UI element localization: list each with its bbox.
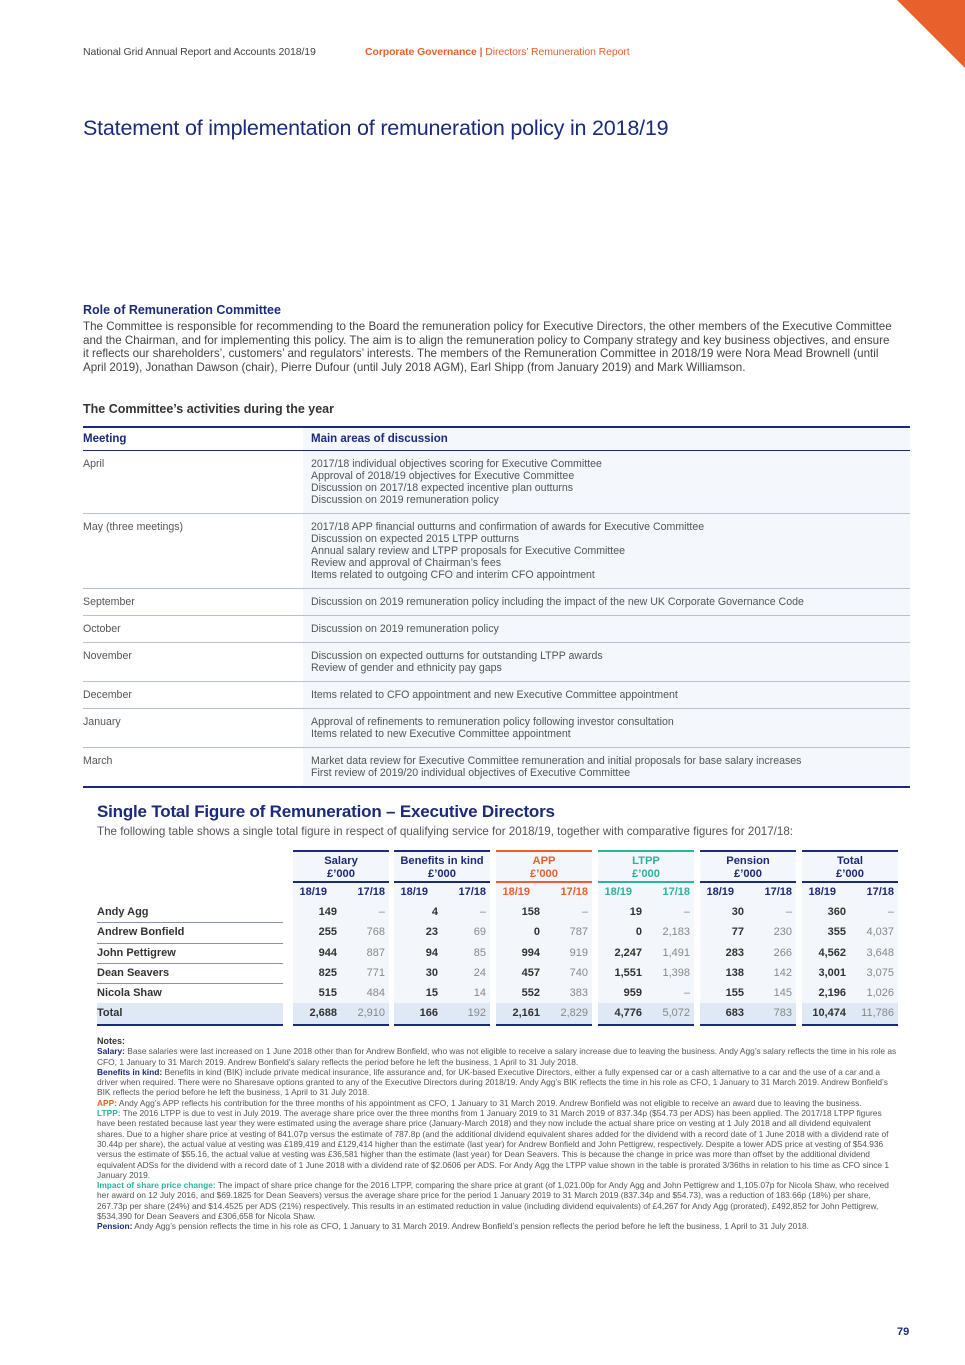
- value-prior-year: 383: [569, 987, 588, 1000]
- year-header-group: [496, 883, 592, 904]
- notes-section: [97, 1036, 897, 1232]
- value-group: [802, 963, 898, 984]
- page-number: 79: [897, 1326, 910, 1338]
- role-section: [83, 303, 898, 374]
- value-prior-year: 266: [773, 946, 792, 959]
- value-group: [598, 902, 694, 923]
- activities-row: [83, 451, 910, 514]
- activities-row: [83, 616, 910, 643]
- note-item: [97, 1098, 897, 1108]
- director-name: Total: [97, 1003, 283, 1025]
- value-current-year: 825: [318, 966, 337, 979]
- value-prior-year: –: [785, 906, 792, 918]
- activities-row: [83, 514, 910, 589]
- value-group: [802, 943, 898, 964]
- value-group: [496, 943, 592, 964]
- note-item: [97, 1180, 897, 1221]
- note-label: Benefits in kind:: [97, 1066, 163, 1077]
- discussion-item: Annual salary review and LTPP proposals for Executive Committee: [311, 545, 626, 557]
- discussion-item: First review of 2019/20 individual objectives of Executive Committee: [311, 767, 631, 779]
- value-prior-year: 11,786: [861, 1007, 894, 1020]
- value-prior-year: –: [683, 987, 690, 1000]
- year-label-current: 18/19: [706, 886, 734, 898]
- discussion-item: Approval of 2018/19 objectives for Executive Committee: [311, 470, 575, 482]
- value-group: [802, 922, 898, 943]
- value-prior-year: 24: [473, 966, 486, 979]
- director-name: Andy Agg: [97, 902, 283, 923]
- value-group: [598, 943, 694, 964]
- value-group: [496, 963, 592, 984]
- meeting-cell: January: [83, 709, 303, 748]
- column-header-meeting: Meeting: [83, 427, 303, 451]
- meeting-cell: April: [83, 451, 303, 514]
- value-current-year: 158: [521, 906, 540, 918]
- value-prior-year: 787: [569, 926, 588, 939]
- value-prior-year: 919: [569, 946, 588, 959]
- note-label: Salary:: [97, 1046, 125, 1057]
- table-row: [97, 922, 897, 942]
- value-current-year: 0: [533, 926, 540, 939]
- year-label-prior: 17/18: [764, 886, 792, 898]
- value-group: [802, 902, 898, 923]
- discussion-item: Discussion on expected 2015 LTPP outturns: [311, 533, 520, 545]
- value-group: [394, 963, 490, 984]
- value-current-year: 10,474: [812, 1007, 846, 1020]
- year-label-prior: 17/18: [560, 886, 588, 898]
- year-header-group: [598, 883, 694, 904]
- value-current-year: 683: [725, 1007, 744, 1020]
- discussion-item: Review and approval of Chairman’s fees: [311, 557, 502, 569]
- value-current-year: 4: [431, 906, 438, 918]
- remuneration-table: [97, 850, 897, 1024]
- value-group: [700, 983, 796, 1004]
- value-prior-year: 1,026: [866, 987, 894, 1000]
- value-current-year: 1,551: [614, 966, 642, 979]
- value-group: [293, 963, 389, 984]
- year-header-group: [394, 883, 490, 904]
- value-current-year: 457: [521, 966, 540, 979]
- value-current-year: 4,776: [614, 1007, 642, 1020]
- value-current-year: 94: [425, 946, 438, 959]
- note-item: [97, 1067, 897, 1098]
- year-header-group: [293, 883, 389, 904]
- value-group: [496, 983, 592, 1004]
- value-current-year: 552: [521, 987, 540, 1000]
- discussion-cell: [303, 682, 910, 709]
- table-row: [97, 963, 897, 983]
- year-header-group: [700, 883, 796, 904]
- discussion-cell: [303, 616, 910, 643]
- year-label-current: 18/19: [299, 886, 327, 898]
- value-prior-year: 740: [569, 966, 588, 979]
- discussion-item: Discussion on 2019 remuneration policy: [311, 494, 499, 506]
- value-prior-year: 192: [467, 1007, 486, 1020]
- group-header-benefits: Benefits in kind £’000: [394, 850, 490, 883]
- table-group-header-row: [97, 850, 897, 883]
- discussion-item: Items related to outgoing CFO and interim CFO appointment: [311, 569, 595, 581]
- value-group: [802, 1003, 898, 1025]
- value-prior-year: 5,072: [662, 1007, 690, 1020]
- value-prior-year: 69: [473, 926, 486, 939]
- notes-heading: Notes:: [97, 1036, 126, 1046]
- discussion-item: Discussion on expected outturns for outstanding LTPP awards: [311, 650, 603, 662]
- value-prior-year: 768: [366, 926, 385, 939]
- value-current-year: 360: [827, 906, 846, 918]
- meeting-cell: November: [83, 643, 303, 682]
- discussion-cell: [303, 589, 910, 616]
- group-header-app: APP £’000: [496, 850, 592, 883]
- value-current-year: 994: [521, 946, 540, 959]
- discussion-item: Review of gender and ethnicity pay gaps: [311, 662, 502, 674]
- value-current-year: 30: [425, 966, 438, 979]
- note-item: [97, 1046, 897, 1067]
- value-prior-year: 3,075: [866, 966, 894, 979]
- single-total-section: [97, 802, 897, 838]
- discussion-cell: [303, 514, 910, 589]
- value-prior-year: 85: [473, 946, 486, 959]
- single-total-intro: The following table shows a single total figure in respect of qualifying service for 2018/19, together with comparative figures for 2017/18:: [97, 825, 794, 838]
- value-current-year: 2,247: [614, 946, 642, 959]
- discussion-cell: [303, 709, 910, 748]
- value-group: [496, 902, 592, 923]
- value-prior-year: 145: [773, 987, 792, 1000]
- discussion-cell: [303, 451, 910, 514]
- discussion-item: Items related to CFO appointment and new Executive Committee appointment: [311, 689, 678, 701]
- activities-row: [83, 709, 910, 748]
- value-group: [700, 943, 796, 964]
- year-header-group: [802, 883, 898, 904]
- value-current-year: 515: [318, 987, 337, 1000]
- value-group: [598, 1003, 694, 1025]
- value-current-year: 2,196: [818, 987, 846, 1000]
- value-group: [598, 963, 694, 984]
- value-group: [598, 922, 694, 943]
- value-group: [293, 922, 389, 943]
- value-current-year: 23: [425, 926, 438, 939]
- value-group: [496, 922, 592, 943]
- value-group: [496, 1003, 592, 1025]
- value-current-year: 3,001: [818, 966, 846, 979]
- discussion-item: Approval of refinements to remuneration policy following investor consultation: [311, 716, 674, 728]
- note-label: LTPP:: [97, 1108, 121, 1119]
- value-prior-year: 1,491: [662, 946, 690, 959]
- group-header-pension: Pension £’000: [700, 850, 796, 883]
- subsection-label: Directors’ Remuneration Report: [485, 46, 630, 58]
- value-prior-year: 1,398: [662, 966, 690, 979]
- single-total-heading: Single Total Figure of Remuneration – Executive Directors: [97, 802, 555, 821]
- value-current-year: 30: [731, 906, 744, 918]
- value-current-year: 959: [623, 987, 642, 1000]
- value-current-year: 15: [425, 987, 438, 1000]
- value-prior-year: 771: [366, 966, 385, 979]
- value-current-year: 4,562: [818, 946, 846, 959]
- note-label: Pension:: [97, 1221, 133, 1232]
- activities-row: [83, 748, 910, 788]
- value-current-year: 155: [725, 987, 744, 1000]
- meeting-cell: October: [83, 616, 303, 643]
- value-group: [394, 922, 490, 943]
- note-label: APP:: [97, 1097, 118, 1108]
- group-header-total: Total £’000: [802, 850, 898, 883]
- discussion-item: Discussion on 2019 remuneration policy: [311, 623, 499, 635]
- value-group: [293, 1003, 389, 1025]
- discussion-item: Items related to new Executive Committee appointment: [311, 728, 571, 740]
- group-header-salary: Salary £’000: [293, 850, 389, 883]
- discussion-item: 2017/18 individual objectives scoring for Executive Committee: [311, 458, 602, 470]
- value-group: [598, 983, 694, 1004]
- value-current-year: 149: [318, 906, 337, 918]
- note-text: Base salaries were last increased on 1 June 2018 other than for Andrew Bonfield, who was not eligible to receive a salary increase due to leaving the business. Andy Agg’s salary reflects the time in his role as CFO, 1 January to 31 March 2019. Andrew Bonfield’s salary reflects the period before he left the business, 1 April to 31 July 2018.: [97, 1046, 897, 1067]
- value-current-year: 138: [725, 966, 744, 979]
- director-name: John Pettigrew: [97, 943, 283, 964]
- value-prior-year: –: [581, 906, 588, 918]
- value-prior-year: –: [683, 906, 690, 918]
- value-prior-year: 783: [773, 1007, 792, 1020]
- value-prior-year: –: [479, 906, 486, 918]
- breadcrumb-separator: |: [479, 46, 483, 58]
- discussion-item: Discussion on 2017/18 expected incentive plan outturns: [311, 482, 574, 494]
- value-current-year: 944: [318, 946, 337, 959]
- value-current-year: 355: [827, 926, 846, 939]
- table-row: [97, 902, 897, 922]
- discussion-item: Discussion on 2019 remuneration policy including the impact of the new UK Corporate Governance Code: [311, 596, 804, 608]
- running-header: [83, 46, 630, 58]
- year-label-prior: 17/18: [357, 886, 385, 898]
- value-current-year: 255: [318, 926, 337, 939]
- discussion-cell: [303, 748, 910, 788]
- value-prior-year: –: [887, 906, 894, 918]
- value-group: [293, 902, 389, 923]
- role-body: The Committee is responsible for recommending to the Board the remuneration policy for Executive Directors, the other members of the Executive Committee and the Chairman, and for implementing this policy. The aim is to align the remuneration policy to Company strategy and key business objectives, and ensure it reflects our shareholders’, customers’ and regulators’ interests. The members of the Remuneration Committee in 2018/19 were Nora Mead Brownell (until April 2019), Jonathan Dawson (chair), Pierre Dufour (until July 2018 AGM), Earl Shipp (from January 2019) and Mark Williamson.: [83, 320, 892, 374]
- value-prior-year: 3,648: [866, 946, 894, 959]
- value-group: [394, 1003, 490, 1025]
- year-label-current: 18/19: [502, 886, 530, 898]
- value-current-year: 0: [635, 926, 642, 939]
- note-text: The 2016 LTPP is due to vest in July 2019. The average share price over the three months from 1 January 2019 to 31 March 2019 of 837.34p ($54.73 per ADS) has been applied. The 2017/18 LTPP figures have been restated because last year they were estimated using the average share price (January-March 2018) and they now include the actual share price on vesting at 1 July 2018 and all dividend equivalent shares. Due to a higher share price at vesting of 841.07p versus the estimate of 787.8p (and the additional dividend equivalent shares added for the dividend with a record date of 1 June 2018 with a dividend rate of 30.44p per share), the actual value at vesting was £189,419 and £129,414 higher than the estimate (last year) for Andrew Bonfield and John Pettigrew, respectively. Despite a lower ADS price at vesting of $54.936 versus the estimate of $55.16, the actual value at vesting was £36,581 higher than the estimate (last year) for Dean Seavers. This is because the change in price was more than offset by the additional dividend equivalent ADSs for the dividend with a record date of 1 June 2018 with a dividend rate of $2.0606 per ADS. For Andy Agg the LTPP value shown in the table is prorated 3/36ths in relation to his time as CFO since 1 January 2019.: [97, 1108, 890, 1180]
- note-text: Benefits in kind (BIK) include private medical insurance, life assurance and, for UK-based Executive Directors, either a fully expensed car or a cash alternative to a car and the use of a car and a driver when required. There were no Sharesave options granted to any of the Executive Directors during 2018/19. Andy Agg’s BIK reflects the time in his role as CFO, 1 January to 31 March 2019. Andrew Bonfield’s BIK reflects the period before he left the business, 1 April to 31 July 2018.: [97, 1066, 888, 1098]
- value-group: [293, 983, 389, 1004]
- activities-heading: The Committee’s activities during the year: [83, 402, 334, 416]
- year-label-prior: 17/18: [458, 886, 486, 898]
- value-group: [700, 1003, 796, 1025]
- year-label-current: 18/19: [808, 886, 836, 898]
- activities-row: [83, 682, 910, 709]
- value-group: [700, 902, 796, 923]
- table-row: [97, 983, 897, 1003]
- director-name: Andrew Bonfield: [97, 922, 283, 943]
- table-year-header-row: [97, 883, 897, 902]
- value-prior-year: 2,183: [662, 926, 690, 939]
- value-current-year: 166: [419, 1007, 438, 1020]
- year-label-current: 18/19: [400, 886, 428, 898]
- value-group: [394, 983, 490, 1004]
- year-label-prior: 17/18: [866, 886, 894, 898]
- meeting-cell: December: [83, 682, 303, 709]
- section-label: Corporate Governance: [365, 46, 477, 58]
- value-prior-year: 4,037: [866, 926, 894, 939]
- column-header-discussion: Main areas of discussion: [303, 427, 910, 451]
- value-prior-year: 142: [773, 966, 792, 979]
- value-group: [394, 902, 490, 923]
- year-label-current: 18/19: [604, 886, 632, 898]
- value-group: [700, 963, 796, 984]
- note-text: The impact of share price change for the 2016 LTPP, comparing the share price at grant (of 1,021.00p for Andy Agg and John Pettigrew and 1,105.07p for Nicola Shaw, who received her award on 12 July 2016, and $69.1825 for Dean Seavers) versus the average share price for the period 1 January 2019 to 31 March 2019 (837.34p and $54.73), was a reduction of 183.66p (18%) per share, 267.73p per share (24%) and $14.4525 per ADS (21%) respectively. This results in an estimated reduction in value (including dividend equivalents) of £4,267 for Andy Agg (prorated), £492,852 for John Pettigrew, $534,390 for Dean Seavers and £306,658 for Nicola Shaw.: [97, 1180, 889, 1222]
- discussion-cell: [303, 643, 910, 682]
- note-text: Andy Agg’s pension reflects the time in his role as CFO, 1 January to 31 March 2019. Andrew Bonfield’s pension reflects the period before he left the business, 1 April to 31 July 2018.: [132, 1221, 809, 1232]
- table-total-row: [97, 1003, 897, 1023]
- table-row: [97, 943, 897, 963]
- note-label: Impact of share price change:: [97, 1180, 216, 1191]
- value-prior-year: 484: [366, 987, 385, 1000]
- value-group: [394, 943, 490, 964]
- value-current-year: 2,161: [512, 1007, 540, 1020]
- activities-row: [83, 643, 910, 682]
- value-prior-year: 887: [366, 946, 385, 959]
- value-prior-year: –: [378, 906, 385, 918]
- value-prior-year: 14: [473, 987, 486, 1000]
- section-breadcrumb: [365, 46, 630, 58]
- note-text: Andy Agg’s APP reflects his contribution for the three months of his appointment as CFO, 1 January to 31 March 2019. Andrew Bonfield was not eligible to receive an award due to leaving the business.: [117, 1097, 862, 1108]
- note-item: [97, 1221, 897, 1231]
- meeting-cell: May (three meetings): [83, 514, 303, 589]
- publication-title: National Grid Annual Report and Accounts 2018/19: [83, 46, 316, 58]
- year-label-prior: 17/18: [662, 886, 690, 898]
- activities-table: [83, 426, 910, 788]
- value-group: [293, 943, 389, 964]
- activities-row: [83, 589, 910, 616]
- group-header-ltpp: LTPP £’000: [598, 850, 694, 883]
- value-prior-year: 230: [773, 926, 792, 939]
- meeting-cell: September: [83, 589, 303, 616]
- value-current-year: 283: [725, 946, 744, 959]
- value-current-year: 19: [629, 906, 642, 918]
- corner-triangle-decoration: [897, 0, 965, 68]
- value-prior-year: 2,910: [357, 1007, 385, 1020]
- meeting-cell: March: [83, 748, 303, 788]
- value-prior-year: 2,829: [560, 1007, 588, 1020]
- value-group: [802, 983, 898, 1004]
- value-group: [700, 922, 796, 943]
- role-heading: Role of Remuneration Committee: [83, 303, 281, 317]
- note-item: [97, 1108, 897, 1180]
- discussion-item: Market data review for Executive Committee remuneration and initial proposals for base salary increases: [311, 755, 802, 767]
- value-current-year: 77: [731, 926, 744, 939]
- director-name: Dean Seavers: [97, 963, 283, 984]
- page-title: Statement of implementation of remuneration policy in 2018/19: [83, 116, 669, 140]
- discussion-item: 2017/18 APP financial outturns and confirmation of awards for Executive Committee: [311, 521, 705, 533]
- value-current-year: 2,688: [309, 1007, 337, 1020]
- director-name: Nicola Shaw: [97, 983, 283, 1004]
